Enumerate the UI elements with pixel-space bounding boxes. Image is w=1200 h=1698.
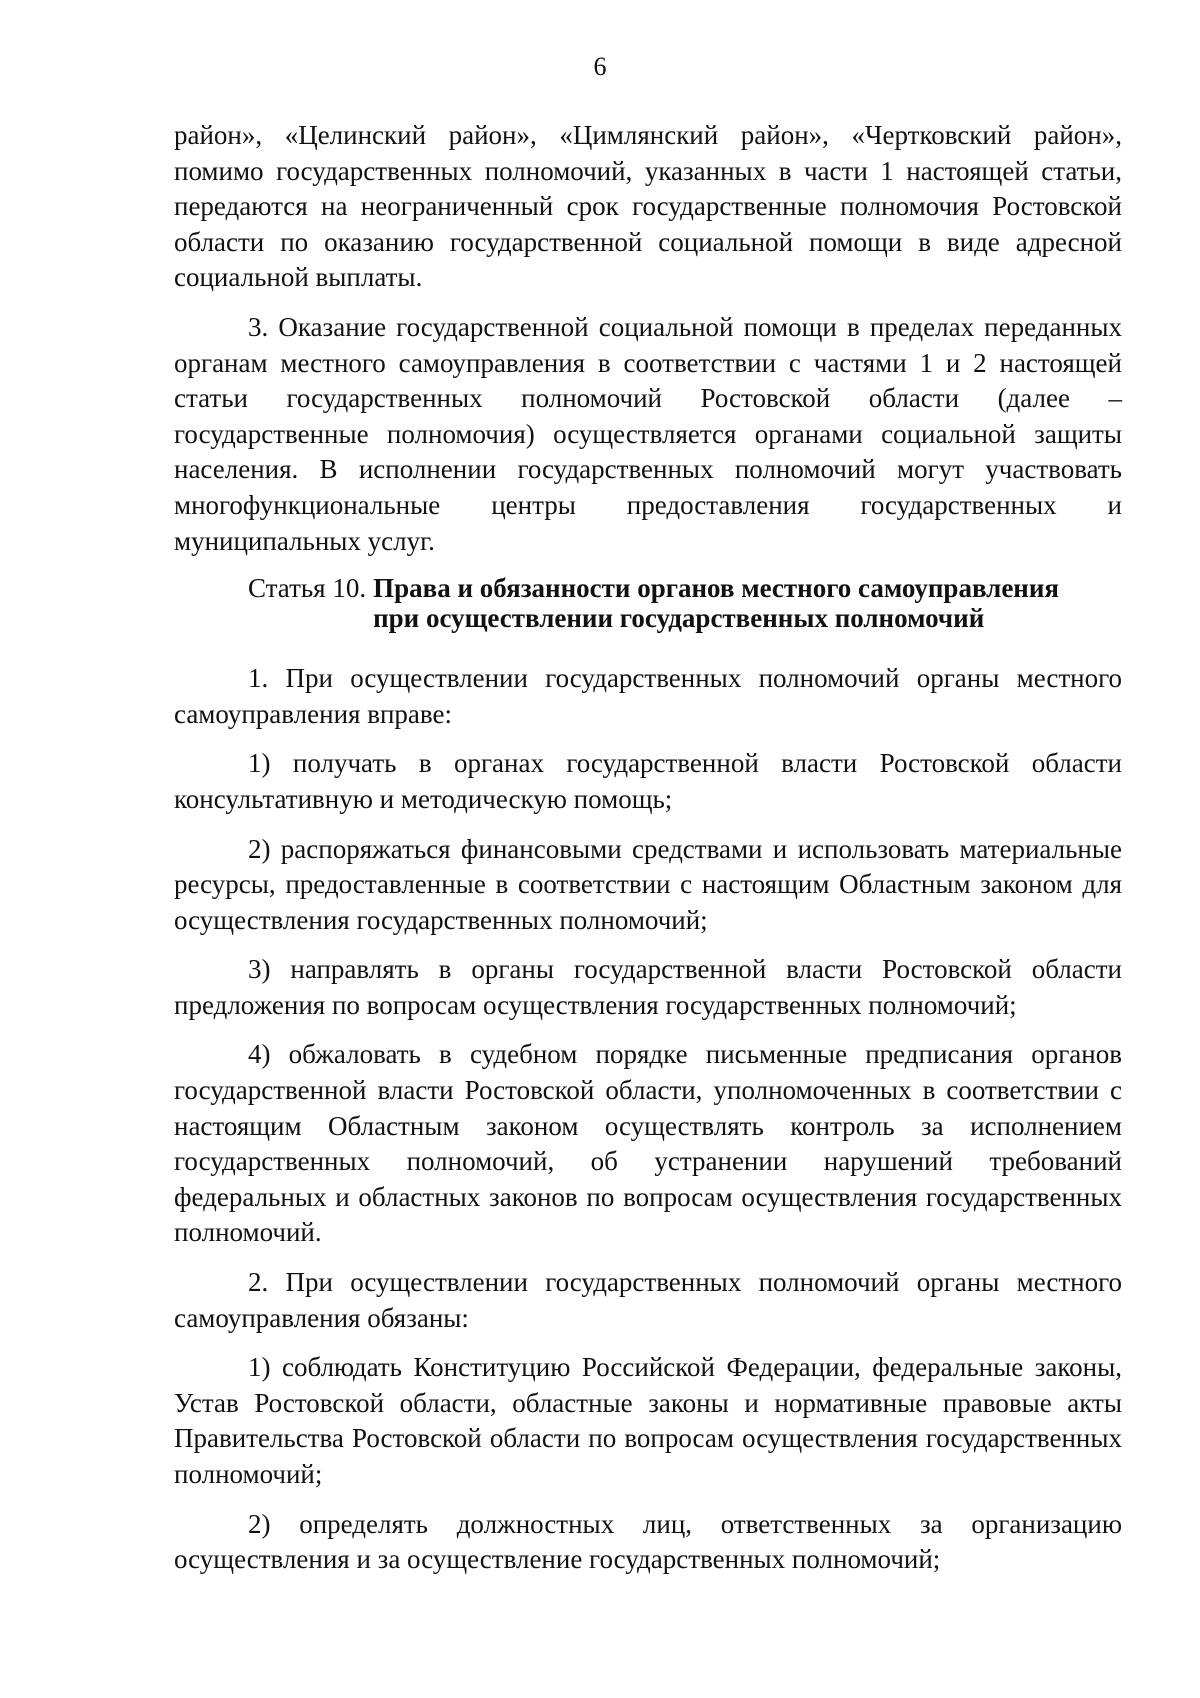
list-item-rights-2: 2) распоряжаться финансовыми средствами и использовать материальные ресурсы, предоставленные в соответствии с настоящим Областным законом для осуществления государственных полномочий; <box>174 833 1122 935</box>
paragraph-continuation: район», «Целинский район», «Цимлянский район», «Чертковский район», помимо государственных полномочий, указанных в части 1 настоящей статьи, передаются на неограниченный срок государственные полномочия Ростовской области по оказанию государственной социальной помощи в виде адресной социальной выплаты. <box>174 120 1122 293</box>
list-item-rights-3: 3) направлять в органы государственной власти Ростовской области предложения по вопросам осуществления государственных полномочий; <box>174 954 1122 1020</box>
article-title <box>373 573 1122 633</box>
article-title-line-2: при осуществлении государственных полномочий <box>373 603 985 634</box>
list-item-duties-1: 1) соблюдать Конституцию Российской Федерации, федеральные законы, Устав Ростовской области, областные законы и нормативные правовые акты Правительства Ростовской области по вопросам осуществления государственных полномочий; <box>174 1352 1122 1489</box>
article-title-line-1: Права и обязанности органов местного самоуправления <box>373 573 1060 604</box>
paragraph-part-3: 3. Оказание государственной социальной помощи в пределах переданных органам местного самоуправления в соответствии с частями 1 и 2 настоящей статьи государственных полномочий Ростовской области (далее – государственные полномочия) осуществляется органами социальной защиты населения. В исполнении государственных полномочий могут участвовать многофункциональные центры предоставления государственных и муниципальных услуг. <box>174 311 1122 556</box>
paragraph-part-2: 2. При осуществлении государственных полномочий органы местного самоуправления обязаны: <box>174 1267 1122 1333</box>
list-item-duties-2: 2) определять должностных лиц, ответственных за организацию осуществления и за осуществление государственных полномочий; <box>174 1508 1122 1575</box>
page-number: 6 <box>593 52 607 81</box>
list-item-rights-4: 4) обжаловать в судебном порядке письменные предписания органов государственной власти Ростовской области, уполномоченных в соответствии с настоящим Областным законом осуществлять контроль за исполнением государственных полномочий, об устранении нарушений требований федеральных и областных законов по вопросам осуществления государственных полномочий. <box>174 1039 1122 1248</box>
document-body <box>174 118 1122 1592</box>
paragraph-part-1: 1. При осуществлении государственных полномочий органы местного самоуправления вправе: <box>174 663 1122 729</box>
article-label: Статья 10. <box>248 573 367 604</box>
list-item-rights-1: 1) получать в органах государственной власти Ростовской области консультативную и методическую помощь; <box>174 748 1122 814</box>
article-heading <box>174 573 1122 633</box>
